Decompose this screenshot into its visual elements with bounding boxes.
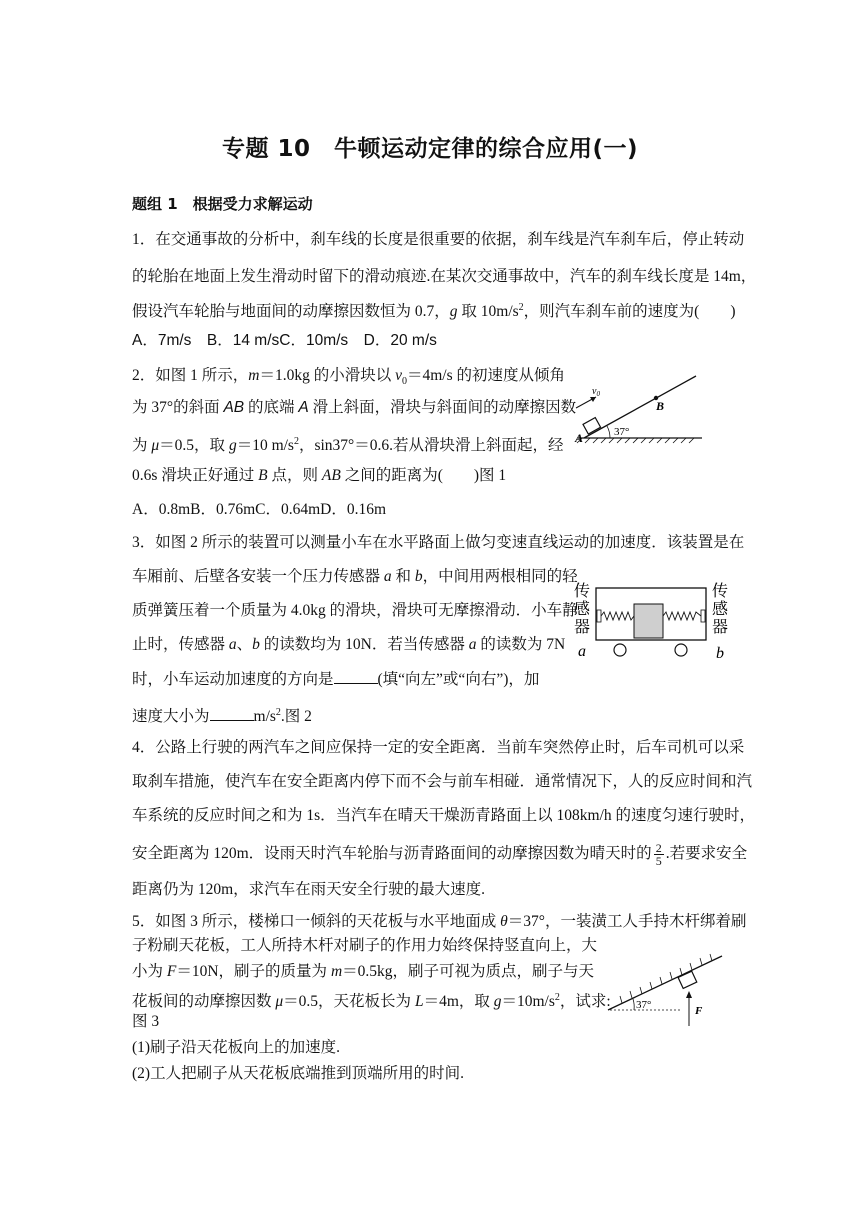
q5-line-4: 花板间的动摩擦因数 μ＝0.5，天花板长为 L＝4m，取 $g=10m/s^2$，试求: (132, 992, 611, 1011)
page-title: 专题 10 牛顿运动定律的综合应用(一) (221, 136, 639, 162)
q5-line-5: 图 3 (132, 1013, 160, 1030)
fraction-two-fifths: $\frac{2}{5}$ (655, 841, 662, 868)
wheel-left (614, 644, 626, 656)
force-arrowhead (686, 991, 692, 998)
brush-block (678, 971, 697, 988)
q2-line-3: 为 μ＝0.5，取 g＝10 $m/s^2$，sin37°＝0.6.若从滑块滑上斜面起，经 (132, 436, 564, 455)
q5-sub-1: (1)刷子沿天花板向上的加速度. (132, 1039, 340, 1056)
ground-hatch (577, 438, 694, 443)
q4-line-5: 距离仍为 120m，求汽车在雨天安全行驶的最大速度. (132, 881, 486, 898)
q3-line-1: 3．如图 2 所示的装置可以测量小车在水平路面上做匀变速直线运动的加速度．该装置是在 (132, 534, 745, 551)
q2-options: A．0.8mB．0.76mC．0.64mD．0.16m (132, 501, 387, 518)
q3-line-6: 速度大小为 $m/s^2$.图 2 (132, 707, 312, 726)
sensor-a (597, 610, 601, 622)
point-b-label: B (656, 399, 665, 413)
sensor-b-label: 传感器 (712, 583, 729, 636)
q1-line-3: 假设汽车轮胎与地面间的动摩擦因数恒为 0.7，g 取 $10m/s^2$，则汽车刹车前的速度为( ) (132, 302, 736, 321)
answer-blank-acceleration (210, 706, 254, 721)
q4-line-4: 安全距离为 120m．设雨天时汽车轮胎与沥青路面间的动摩擦因数为晴天时的 $\frac{2}{5}$ .若要求安全 (132, 841, 748, 868)
v0-label: $v_0$ (592, 386, 600, 398)
q1-line-2: 的轮胎在地面上发生滑动时留下的滑动痕迹.在某次交通事故中，汽车的刹车线长度是 14m， (132, 268, 757, 285)
q4-line-2: 取刹车措施，使汽车在安全距离内停下而不会与前车相碰．通常情况下，人的反应时间和汽 (132, 773, 753, 790)
wheel-right (675, 644, 687, 656)
q3-line-3: 质弹簧压着一个质量为 4.0kg 的滑块，滑块可无摩擦滑动．小车静 (132, 602, 578, 619)
q3-line-4: 止时，传感器 a、b 的读数均为 10N．若当传感器 a 的读数为 7N (132, 636, 566, 653)
incline-line (584, 376, 696, 438)
angle-arc (633, 999, 634, 1010)
q1-options: A．7m/s B．14 m/sC．10m/s D．20 m/s (132, 332, 437, 349)
q1-line-1: 1．在交通事故的分析中，刹车线的长度是很重要的依据，刹车线是汽车刹车后，停止转动 (132, 231, 745, 248)
sensor-b-letter: b (716, 645, 724, 662)
slider-block (634, 604, 663, 638)
q2-line-4: 0.6s 滑块正好通过 B 点，则 AB 之间的距离为( )图 1 (132, 467, 507, 484)
q3-line-2: 车厢前、后壁各安装一个压力传感器 a 和 b，中间用两根相同的轻 (132, 568, 578, 585)
q5-line-3: 小为 F＝10N，刷子的质量为 m＝0.5kg，刷子可视为质点，刷子与天 (132, 963, 595, 980)
ceiling-brush-figure-3 (600, 948, 730, 1032)
incline-figure-1 (570, 368, 710, 448)
slider-block (583, 418, 601, 434)
angle-label: 37° (614, 426, 630, 438)
q2-line-1: 2．如图 1 所示，m＝1.0kg 的小滑块以 $v_0=4m/s$ 的初速度从倾角 (132, 367, 566, 388)
section-heading: 题组 1 根据受力求解运动 (132, 195, 313, 213)
q4-line-1: 4．公路上行驶的两汽车之间应保持一定的安全距离．当前车突然停止时，后车司机可以采 (132, 739, 745, 756)
q5-sub-2: (2)工人把刷子从天花板底端推到顶端所用的时间. (132, 1065, 464, 1082)
q4-line-3: 车系统的反应时间之和为 1s．当汽车在晴天干燥沥青路面上以 108km/h 的速度匀速行驶时， (132, 807, 756, 824)
q5-line-2: 子粉刷天花板，工人所持木杆对刷子的作用力始终保持竖直向上，大 (132, 937, 598, 954)
sensor-cart-figure-2 (570, 578, 735, 664)
angle-label: 37° (636, 999, 652, 1011)
sensor-b (701, 610, 705, 622)
sensor-a-letter: a (578, 643, 586, 660)
ceiling-line (608, 956, 722, 1010)
q2-line-2: 为 37°的斜面 AB 的底端 A 滑上斜面，滑块与斜面间的动摩擦因数 (132, 399, 577, 416)
point-a-label: A (575, 431, 584, 445)
sensor-a-label: 传感器 (574, 583, 591, 636)
force-label: F (695, 1005, 703, 1017)
answer-blank-direction (334, 669, 378, 684)
angle-arc (607, 426, 610, 438)
q3-line-5: 时，小车运动加速度的方向是 (填“向左”或“向右”)，加 (132, 671, 540, 688)
ceiling-hatch (620, 954, 712, 1003)
q5-line-1: 5．如图 3 所示，楼梯口一倾斜的天花板与水平地面成 θ＝37°，一装潢工人手持木杆绑着刷 (132, 913, 747, 930)
